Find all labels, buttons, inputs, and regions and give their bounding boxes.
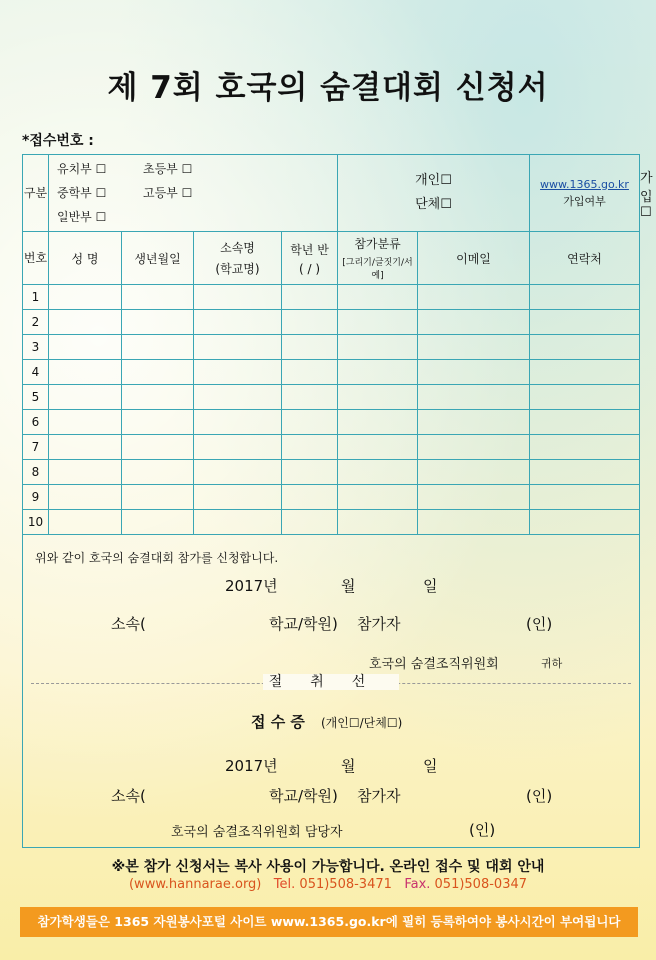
row-number: 10: [23, 510, 49, 535]
cell-email[interactable]: [418, 410, 530, 435]
entry-type-options: [338, 155, 530, 232]
cell-email[interactable]: [418, 285, 530, 310]
col-number: 번호: [23, 232, 49, 285]
cell-birth[interactable]: [122, 435, 194, 460]
cell-grade-class[interactable]: [282, 385, 338, 410]
cell-email[interactable]: [418, 510, 530, 535]
receipt-title: 접 수 증: [251, 713, 305, 731]
receipt-officer-seal: (인): [469, 821, 496, 839]
cell-email[interactable]: [418, 360, 530, 385]
committee-name: 호국의 숨결조직위원회: [369, 657, 499, 672]
cell-grade-class[interactable]: [282, 510, 338, 535]
cell-category[interactable]: [338, 335, 418, 360]
table-row: [23, 460, 640, 485]
cell-affiliation[interactable]: [194, 435, 282, 460]
col-affiliation: 소속명 (학교명): [194, 232, 282, 285]
data-rows: [23, 285, 640, 535]
copy-notice: ※본 참가 신청서는 복사 사용이 가능합니다. 온라인 접수 및 대회 안내: [111, 859, 545, 875]
cell-birth[interactable]: [122, 410, 194, 435]
cell-email[interactable]: [418, 460, 530, 485]
row-number: 7: [23, 435, 49, 460]
cell-name[interactable]: [49, 310, 122, 335]
table-row: [23, 410, 640, 435]
application-statement: 위와 같이 호국의 숨결대회 참가를 신청합니다.: [35, 551, 279, 565]
cell-contact[interactable]: [530, 435, 640, 460]
table-row: [23, 510, 640, 535]
cell-category[interactable]: [338, 460, 418, 485]
cell-birth[interactable]: [122, 285, 194, 310]
receipt-number-label: *접수번호 :: [22, 133, 94, 149]
individual-checkbox[interactable]: 개인☐: [415, 173, 452, 188]
table-row: [23, 360, 640, 385]
cell-name[interactable]: [49, 460, 122, 485]
cell-affiliation[interactable]: [194, 360, 282, 385]
group-checkbox[interactable]: 단체☐: [415, 197, 452, 212]
cell-name[interactable]: [49, 360, 122, 385]
col-name: 성 명: [49, 232, 122, 285]
applicant-table: [22, 154, 653, 535]
cell-grade-class[interactable]: [282, 310, 338, 335]
cell-birth[interactable]: [122, 360, 194, 385]
cell-grade-class[interactable]: [282, 460, 338, 485]
cell-grade-class[interactable]: [282, 410, 338, 435]
row-number: 2: [23, 310, 49, 335]
receipt-year: 2017년: [225, 757, 278, 775]
cell-email[interactable]: [418, 310, 530, 335]
cell-category[interactable]: [338, 510, 418, 535]
division-general-checkbox[interactable]: 일반부 ☐: [57, 210, 107, 224]
website-link[interactable]: (www.hannarae.org): [128, 877, 262, 892]
form-title: 제 7회 호국의 숨결대회 신청서: [107, 70, 549, 106]
cell-affiliation[interactable]: [194, 460, 282, 485]
row-number: 8: [23, 460, 49, 485]
cell-category[interactable]: [338, 385, 418, 410]
cell-contact[interactable]: [530, 310, 640, 335]
cell-grade-class[interactable]: [282, 285, 338, 310]
cell-contact[interactable]: [530, 485, 640, 510]
receipt-affiliation: 소속(: [111, 787, 146, 805]
category-label: 구분: [23, 155, 49, 232]
table-row: [23, 310, 640, 335]
volunteer-site-link[interactable]: www.1365.go.kr: [540, 177, 629, 191]
application-month: 월: [341, 577, 356, 595]
cell-affiliation[interactable]: [194, 485, 282, 510]
cell-birth[interactable]: [122, 510, 194, 535]
receipt-day: 일: [423, 757, 438, 775]
tel-number: 051)508-3471: [299, 877, 392, 892]
application-form: [22, 154, 653, 848]
cell-contact[interactable]: [530, 360, 640, 385]
table-row: [23, 435, 640, 460]
receipt-seal: (인): [526, 787, 553, 805]
cell-category[interactable]: [338, 285, 418, 310]
cell-name[interactable]: [49, 285, 122, 310]
tel-label: Tel.: [273, 877, 296, 892]
cell-name[interactable]: [49, 510, 122, 535]
cell-name[interactable]: [49, 410, 122, 435]
table-row: [23, 335, 640, 360]
cell-email[interactable]: [418, 335, 530, 360]
col-category: 참가분류 [그리기/글짓기/서예]: [338, 232, 418, 285]
header-row: [23, 232, 640, 285]
col-grade-class: 학년 반 ( / ): [282, 232, 338, 285]
category-row: 구분 유치부 ☐ 초등부 ☐ 중학부 ☐ 고등부 ☐ 일반부 ☐ 개인☐ 단체☐ www.1365.go.kr 가입여부 가입☐: [23, 155, 640, 232]
cell-email[interactable]: [418, 435, 530, 460]
application-seal: (인): [526, 615, 553, 633]
table-row: [23, 485, 640, 510]
cell-birth[interactable]: [122, 385, 194, 410]
membership-cell: [530, 155, 640, 232]
col-email: 이메일: [418, 232, 530, 285]
table-row: [23, 285, 640, 310]
cell-name[interactable]: [49, 435, 122, 460]
signature-section: [23, 543, 639, 847]
col-contact: 연락처: [530, 232, 640, 285]
receipt-month: 월: [341, 757, 356, 775]
cell-grade-class[interactable]: [282, 435, 338, 460]
membership-label: 가입여부: [563, 194, 606, 208]
cell-affiliation[interactable]: [194, 385, 282, 410]
cell-contact[interactable]: [530, 410, 640, 435]
division-middle-checkbox[interactable]: 중학부 ☐: [57, 186, 107, 200]
cell-affiliation[interactable]: [194, 310, 282, 335]
receipt-participant: 참가자: [357, 787, 401, 805]
committee-addressee: 귀하: [541, 657, 563, 670]
table-row: [23, 385, 640, 410]
cell-contact[interactable]: [530, 285, 640, 310]
cell-name[interactable]: [49, 385, 122, 410]
fax-label: Fax.: [404, 877, 431, 892]
division-kindergarten-checkbox[interactable]: 유치부 ☐: [57, 162, 107, 176]
row-number: 1: [23, 285, 49, 310]
receipt-type: (개인☐/단체☐): [321, 716, 403, 730]
registration-banner: 참가학생들은 1365 자원봉사포털 사이트 www.1365.go.kr에 필히 등록하여야 봉사시간이 부여됩니다: [20, 907, 638, 937]
receipt-school: 학교/학원): [269, 787, 338, 805]
cell-birth[interactable]: [122, 310, 194, 335]
row-number: 3: [23, 335, 49, 360]
cell-affiliation[interactable]: [194, 335, 282, 360]
application-year: 2017년: [225, 577, 278, 595]
row-number: 9: [23, 485, 49, 510]
division-options: [49, 155, 338, 232]
cell-contact[interactable]: [530, 335, 640, 360]
col-birth: 생년월일: [122, 232, 194, 285]
cell-name[interactable]: [49, 485, 122, 510]
row-number: 4: [23, 360, 49, 385]
cell-affiliation[interactable]: [194, 285, 282, 310]
row-number: 5: [23, 385, 49, 410]
cell-grade-class[interactable]: [282, 360, 338, 385]
cell-contact[interactable]: [530, 385, 640, 410]
cell-category[interactable]: [338, 360, 418, 385]
cell-contact[interactable]: [530, 460, 640, 485]
cell-email[interactable]: [418, 485, 530, 510]
row-number: 6: [23, 410, 49, 435]
cell-birth[interactable]: [122, 460, 194, 485]
cell-contact[interactable]: [530, 510, 640, 535]
cell-category[interactable]: [338, 310, 418, 335]
division-elementary-checkbox[interactable]: 초등부 ☐: [143, 162, 193, 176]
application-participant: 참가자: [357, 615, 401, 633]
application-affiliation: 소속(: [111, 615, 146, 633]
cell-category[interactable]: [338, 435, 418, 460]
receipt-officer: 호국의 숨결조직위원회 담당자: [171, 825, 343, 840]
cell-name[interactable]: [49, 335, 122, 360]
cut-line-label: 절취선: [23, 671, 639, 691]
cell-category[interactable]: [338, 410, 418, 435]
cell-affiliation[interactable]: [194, 410, 282, 435]
cell-birth[interactable]: [122, 335, 194, 360]
cell-birth[interactable]: [122, 485, 194, 510]
cell-affiliation[interactable]: [194, 510, 282, 535]
division-high-checkbox[interactable]: 고등부 ☐: [143, 186, 193, 200]
cell-email[interactable]: [418, 385, 530, 410]
fax-number: 051)508-0347: [434, 877, 528, 892]
application-day: 일: [423, 577, 438, 595]
contact-line: [0, 877, 656, 892]
cell-category[interactable]: [338, 485, 418, 510]
cell-grade-class[interactable]: [282, 485, 338, 510]
cell-grade-class[interactable]: [282, 335, 338, 360]
application-school: 학교/학원): [269, 615, 338, 633]
